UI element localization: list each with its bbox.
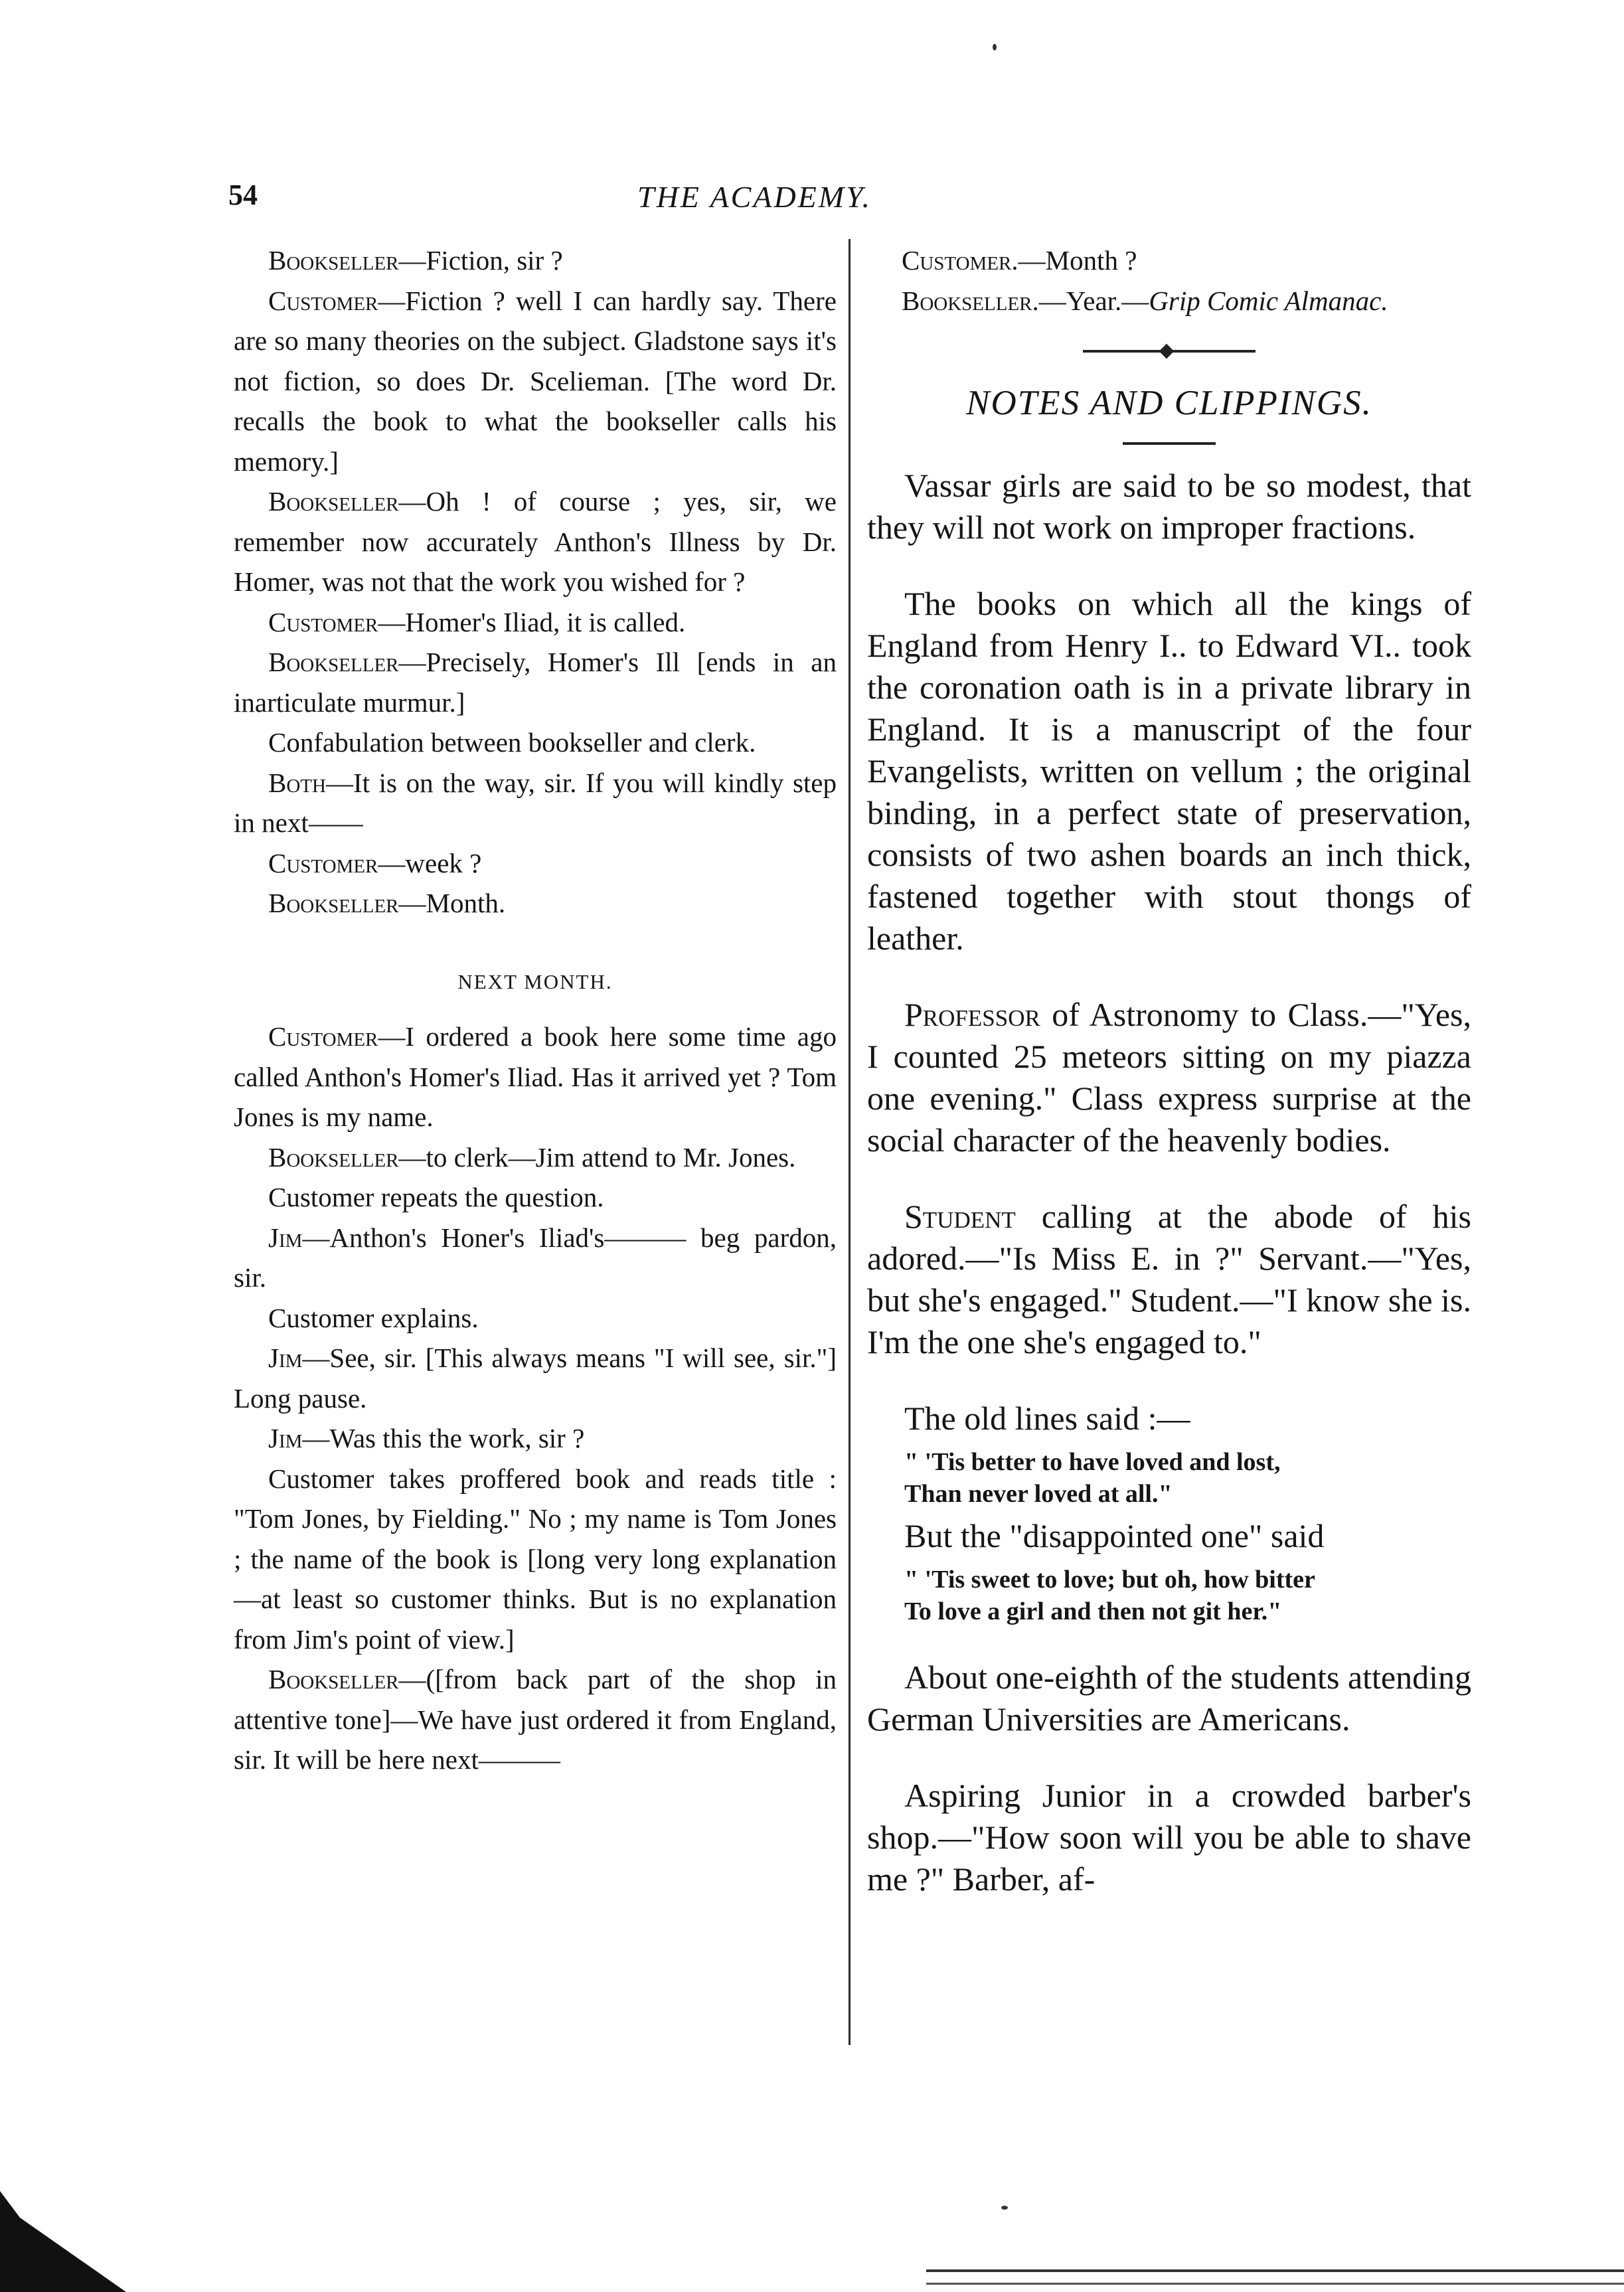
running-title: THE ACADEMY.: [637, 180, 872, 214]
narration-paragraph: [234, 1459, 837, 1660]
section-heading: NOTES AND CLIPPINGS.: [966, 384, 1372, 422]
verse-line: " 'Tis sweet to love; but oh, how bitter: [904, 1565, 1315, 1594]
note-paragraph: [867, 1657, 1471, 1740]
paragraph-text: The books on which all the kings of England from Henry I.. to Edward VI.. took the coronation oath is in a private library in England. It is a manuscript of the four Evangelists, written on vellum ; the original binding, in a perfect state of preservation, consists of two ashen boards an inch thick, fastened together with stout thongs of leather.: [867, 584, 1471, 957]
paragraph-text: About one-eighth of the students attending German Universities are Americans.: [867, 1658, 1472, 1738]
note-paragraph: [867, 994, 1471, 1161]
dialogue-paragraph: [234, 1418, 837, 1459]
paragraph-text: of Astronomy to Class.—"Yes, I counted 25 meteors sitting on my piazza one evening." Class express surprise at the social character of the heavenly bodies.: [867, 995, 1471, 1159]
page-number: 54: [228, 179, 258, 211]
paragraph-text: .—Month ?: [1011, 245, 1137, 276]
left-column: [234, 240, 837, 1780]
speaker: Customer: [268, 847, 378, 878]
dialogue-paragraph: [234, 1659, 837, 1780]
paragraph-text: Confabulation between bookseller and clerk.: [268, 727, 756, 758]
speaker: Bookseller: [268, 1664, 399, 1694]
dialogue-paragraph: [234, 1338, 837, 1418]
narration-paragraph: [234, 722, 837, 763]
paragraph-text: —It is on the way, sir. If you will kindly step in next——: [234, 767, 837, 838]
paragraph-text: —See, sir. [This always means "I will see, sir."] Long pause.: [234, 1343, 837, 1414]
narration-paragraph: [234, 1177, 837, 1218]
dialogue-paragraph: [234, 642, 837, 722]
speaker: Customer: [268, 606, 378, 637]
speaker: Customer: [268, 1021, 378, 1052]
verse-line: To love a girl and then not git her.": [904, 1597, 1282, 1625]
paragraph-text: —Oh ! of course ; yes, sir, we remember now accurately Anthon's Illness by Dr. Homer, was not that the work you wished for ?: [234, 486, 837, 597]
dialogue-paragraph: [234, 883, 837, 924]
speaker: Bookseller: [268, 1141, 399, 1173]
lead-word: Professor: [904, 995, 1040, 1033]
scan-speck: [993, 44, 997, 50]
dialogue-paragraph: [234, 1017, 837, 1137]
dialogue-paragraph: [234, 1137, 837, 1178]
paragraph-text: Vassar girls are said to be so modest, that they will not work on improper fractions.: [867, 466, 1471, 546]
verse-middle: But the "disappointed one" said: [904, 1516, 1325, 1554]
dialogue-paragraph: [867, 240, 1471, 281]
verse-line: Than never loved at all.": [904, 1479, 1173, 1508]
note-paragraph: [867, 583, 1471, 959]
heading-rule: [1123, 442, 1216, 445]
dialogue-paragraph: [234, 481, 837, 602]
paragraph-text: Customer repeats the question.: [268, 1182, 604, 1212]
note-paragraph: [867, 465, 1471, 548]
paragraph-text: .—Year.—: [1032, 285, 1149, 316]
speaker: Jim: [268, 1423, 303, 1453]
speaker: Jim: [268, 1343, 303, 1373]
paragraph-text: —Was this the work, sir ?: [302, 1423, 585, 1453]
dialogue-paragraph: [234, 843, 837, 884]
speaker: Customer: [268, 285, 378, 316]
dialogue-paragraph: [234, 281, 837, 482]
note-paragraph: [867, 1196, 1471, 1363]
paragraph-text: —to clerk—Jim attend to Mr. Jones.: [398, 1141, 796, 1173]
speaker: Jim: [268, 1222, 303, 1253]
column-divider: [849, 239, 851, 2045]
verse-line: " 'Tis better to have loved and lost,: [904, 1447, 1281, 1476]
verse-stanza: [904, 1446, 1471, 1510]
paragraph-text: —([from back part of the shop in attentive tone]—We have just ordered it from England, sir. It will be here next———: [234, 1664, 837, 1775]
paragraph-text: Customer explains.: [268, 1302, 479, 1333]
paragraph-text: —Precisely, Homer's Ill [ends in an inarticulate murmur.]: [234, 647, 837, 718]
dialogue-paragraph: [234, 1218, 837, 1298]
dialogue-paragraph: [234, 763, 837, 843]
speaker: Customer: [902, 245, 1012, 276]
paragraph-text: —Fiction, sir ?: [398, 245, 563, 276]
scan-corner-shadow: [0, 2191, 126, 2292]
paragraph-text: —week ?: [378, 847, 482, 878]
speaker: Bookseller: [268, 486, 399, 517]
subheading: NEXT MONTH.: [457, 969, 613, 993]
speaker: Both: [268, 767, 326, 798]
speaker: Bookseller: [268, 647, 399, 677]
dialogue-paragraph: [234, 240, 837, 281]
paragraph-text: calling at the abode of his adored.—"Is Miss E. in ?" Servant.—"Yes, but she's engaged." Student.—"I know she is. I'm the one she's engaged to.": [867, 1197, 1471, 1360]
paragraph-text: —Anthon's Honer's Iliad's——— beg pardon, sir.: [234, 1222, 837, 1293]
paragraph-text: —Fiction ? well I can hardly say. There are so many theories on the subject. Gladstone says it's not fiction, so does Dr. Scelieman. [The word Dr. recalls the book to what the bookseller calls his memory.]: [234, 285, 837, 477]
source-credit: Grip Comic Almanac.: [1149, 285, 1388, 316]
paragraph-text: Aspiring Junior in a crowded barber's shop.—"How soon will you be able to shave me ?" Barber, af-: [867, 1776, 1471, 1898]
verse-stanza: [904, 1564, 1471, 1627]
speaker: Bookseller: [268, 888, 399, 918]
scan-edge-line: [926, 2283, 1624, 2285]
right-column: [867, 240, 1471, 1935]
paragraph-text: Customer takes proffered book and reads title : "Tom Jones, by Fielding." No ; my name is Tom Jones ; the name of the book is [long very long explanation—at least so customer thinks. But is no explanation from Jim's point of view.]: [234, 1463, 837, 1655]
dialogue-paragraph: [867, 281, 1471, 321]
paragraph-text: —I ordered a book here some time ago called Anthon's Homer's Iliad. Has it arrived yet ? Tom Jones is my name.: [234, 1021, 837, 1132]
speaker: Bookseller: [902, 285, 1032, 316]
paragraph-text: —Month.: [398, 888, 506, 918]
scan-edge-line: [926, 2269, 1624, 2272]
note-paragraph: [867, 1775, 1471, 1900]
verse-block: [867, 1398, 1471, 1627]
narration-paragraph: [234, 1298, 837, 1339]
lead-word: Student: [904, 1197, 1016, 1235]
dialogue-paragraph: [234, 602, 837, 643]
ornamental-rule: [1083, 350, 1256, 353]
speaker: Bookseller: [268, 245, 399, 276]
paragraph-text: —Homer's Iliad, it is called.: [378, 606, 686, 637]
verse-intro: The old lines said :—: [904, 1399, 1190, 1437]
scan-speck: [1001, 2206, 1008, 2210]
